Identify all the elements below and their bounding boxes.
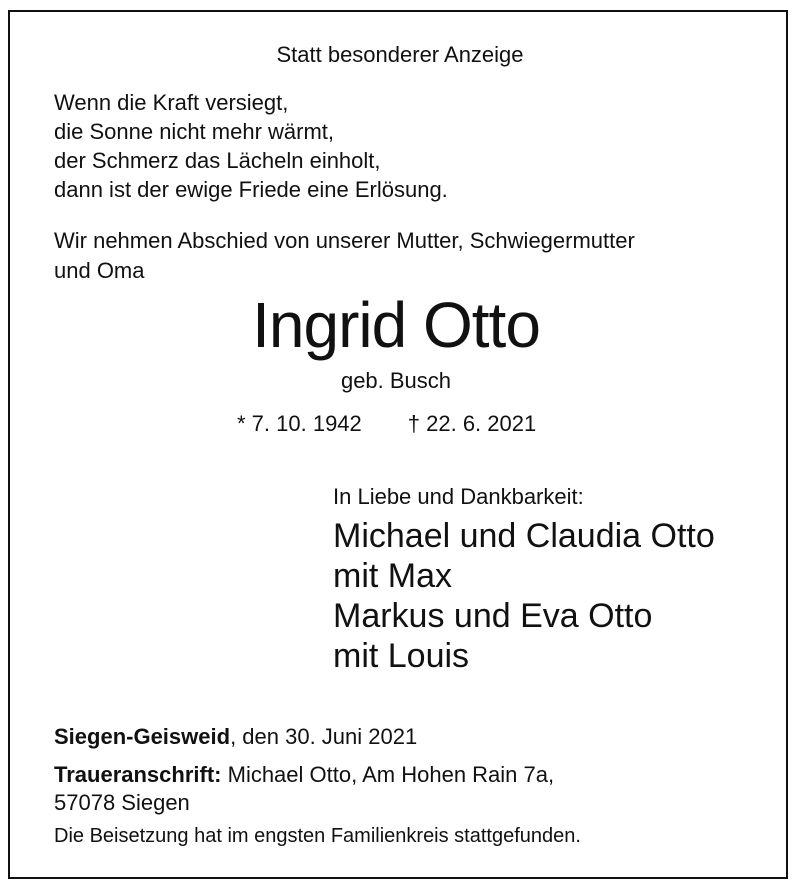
intro-line: und Oma bbox=[54, 258, 145, 283]
family-list bbox=[333, 516, 715, 676]
place-date bbox=[54, 722, 417, 751]
poem-line: Wenn die Kraft versiegt, bbox=[54, 90, 289, 115]
closing-phrase: In Liebe und Dankbarkeit: bbox=[333, 484, 584, 509]
address-label: Traueranschrift: bbox=[54, 762, 222, 787]
family-member: Michael und Claudia Otto bbox=[333, 517, 715, 555]
intro-line: Wir nehmen Abschied von unserer Mutter, Schwiegermutter bbox=[54, 228, 635, 253]
notice-header: Statt besonderer Anzeige bbox=[276, 42, 524, 67]
address-street: Michael Otto, Am Hohen Rain 7a, bbox=[221, 762, 555, 787]
burial-note: Die Beisetzung hat im engsten Familienkreis stattgefunden. bbox=[54, 825, 581, 847]
family-member: mit Max bbox=[333, 557, 452, 595]
birth-date: * 7. 10. 1942 bbox=[237, 411, 362, 436]
poem-line: dann ist der ewige Friede eine Erlösung. bbox=[54, 177, 448, 202]
farewell-intro bbox=[54, 226, 635, 286]
mourning-address bbox=[54, 760, 554, 816]
birth-name: geb. Busch bbox=[340, 368, 452, 393]
poem-line: der Schmerz das Lächeln einholt, bbox=[54, 148, 381, 173]
address-line-1 bbox=[54, 760, 554, 788]
family-member: Markus und Eva Otto bbox=[333, 597, 653, 635]
life-dates bbox=[237, 409, 536, 438]
poem bbox=[54, 88, 448, 204]
notice-date: , den 30. Juni 2021 bbox=[230, 724, 418, 749]
address-line-2: 57078 Siegen bbox=[54, 790, 190, 815]
poem-line: die Sonne nicht mehr wärmt, bbox=[54, 119, 335, 144]
death-date: † 22. 6. 2021 bbox=[407, 411, 537, 436]
family-member: mit Louis bbox=[333, 637, 470, 675]
deceased-name: Ingrid Otto bbox=[252, 289, 540, 361]
place-city: Siegen-Geisweid bbox=[54, 724, 231, 749]
